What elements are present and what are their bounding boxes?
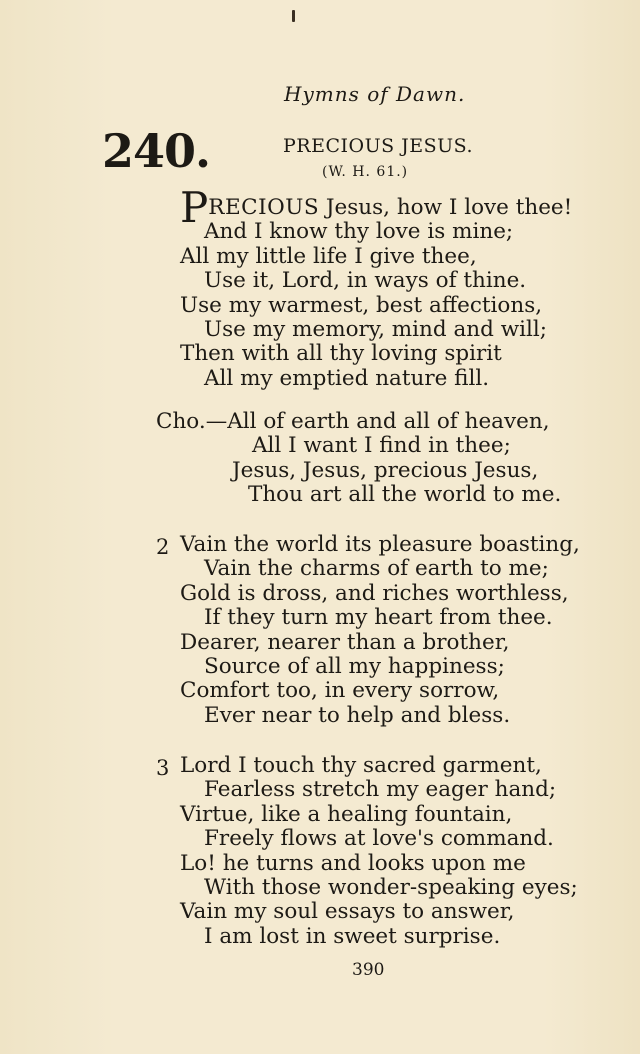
verse-line: Use my warmest, best affections, [180,292,543,318]
stanza-number: 2 [156,535,170,559]
stanza-number: 3 [156,756,170,780]
hymn-reference: (W. H. 61.) [322,164,409,180]
running-head: Hymns of Dawn. [284,82,466,106]
verse-line: Dearer, nearer than a brother, [180,629,510,655]
verse-1 [180,183,573,391]
ink-mark [292,10,295,22]
verse-line: Fearless stretch my eager hand; [204,777,557,803]
first-word-caps: RECIOUS [208,195,320,220]
verse-line: Lo! he turns and looks upon me [180,850,526,876]
verse-line: Ever near to help and bless. [204,702,511,728]
drop-cap: P [180,183,209,232]
verse-line: Use my memory, mind and will; [204,317,548,343]
verse-2 [180,533,580,728]
chorus-label: Cho. [156,409,206,434]
chorus-line-1 [156,410,561,434]
hymn-title: PRECIOUS JESUS. [283,135,474,157]
verse-line: Vain the world its pleasure boasting, [180,532,580,557]
verse-line: Source of all my happiness; [204,654,505,680]
verse-line: Vain my soul essays to answer, [180,899,515,925]
hymn-number: 240. [102,124,211,178]
chorus-line: Thou art all the world to me. [248,482,562,508]
verse-line: I am lost in sweet surprise. [204,923,501,949]
verse-line: Comfort too, in every sorrow, [180,678,500,704]
verse-line: Gold is dross, and riches worthless, [180,580,569,606]
verse-line: With those wonder-speaking eyes; [204,875,578,901]
page-number: 390 [352,960,385,980]
verse-3 [180,754,578,949]
verse-line: Vain the charms of earth to me; [204,556,549,582]
chorus-line: Jesus, Jesus, precious Jesus, [232,457,539,483]
verse-line: Virtue, like a healing fountain, [180,801,513,827]
verse-line: Freely flows at love's command. [204,826,554,852]
verse-line: All my emptied nature fill. [204,365,490,391]
verse-line: Then with all thy loving spirit [180,341,502,367]
chorus [156,410,561,508]
chorus-line-text: —All of earth and all of heaven, [205,409,550,434]
verse-line: If they turn my heart from thee. [204,605,553,631]
first-line-rest: Jesus, how I love thee! [319,195,573,220]
verse-line: All my little life I give thee, [180,243,477,269]
verse-line: Use it, Lord, in ways of thine. [204,268,527,294]
verse-line: And I know thy love is mine; [204,219,514,245]
verse-line: Lord I touch thy sacred garment, [180,753,542,778]
chorus-line: All I want I find in thee; [252,433,511,459]
